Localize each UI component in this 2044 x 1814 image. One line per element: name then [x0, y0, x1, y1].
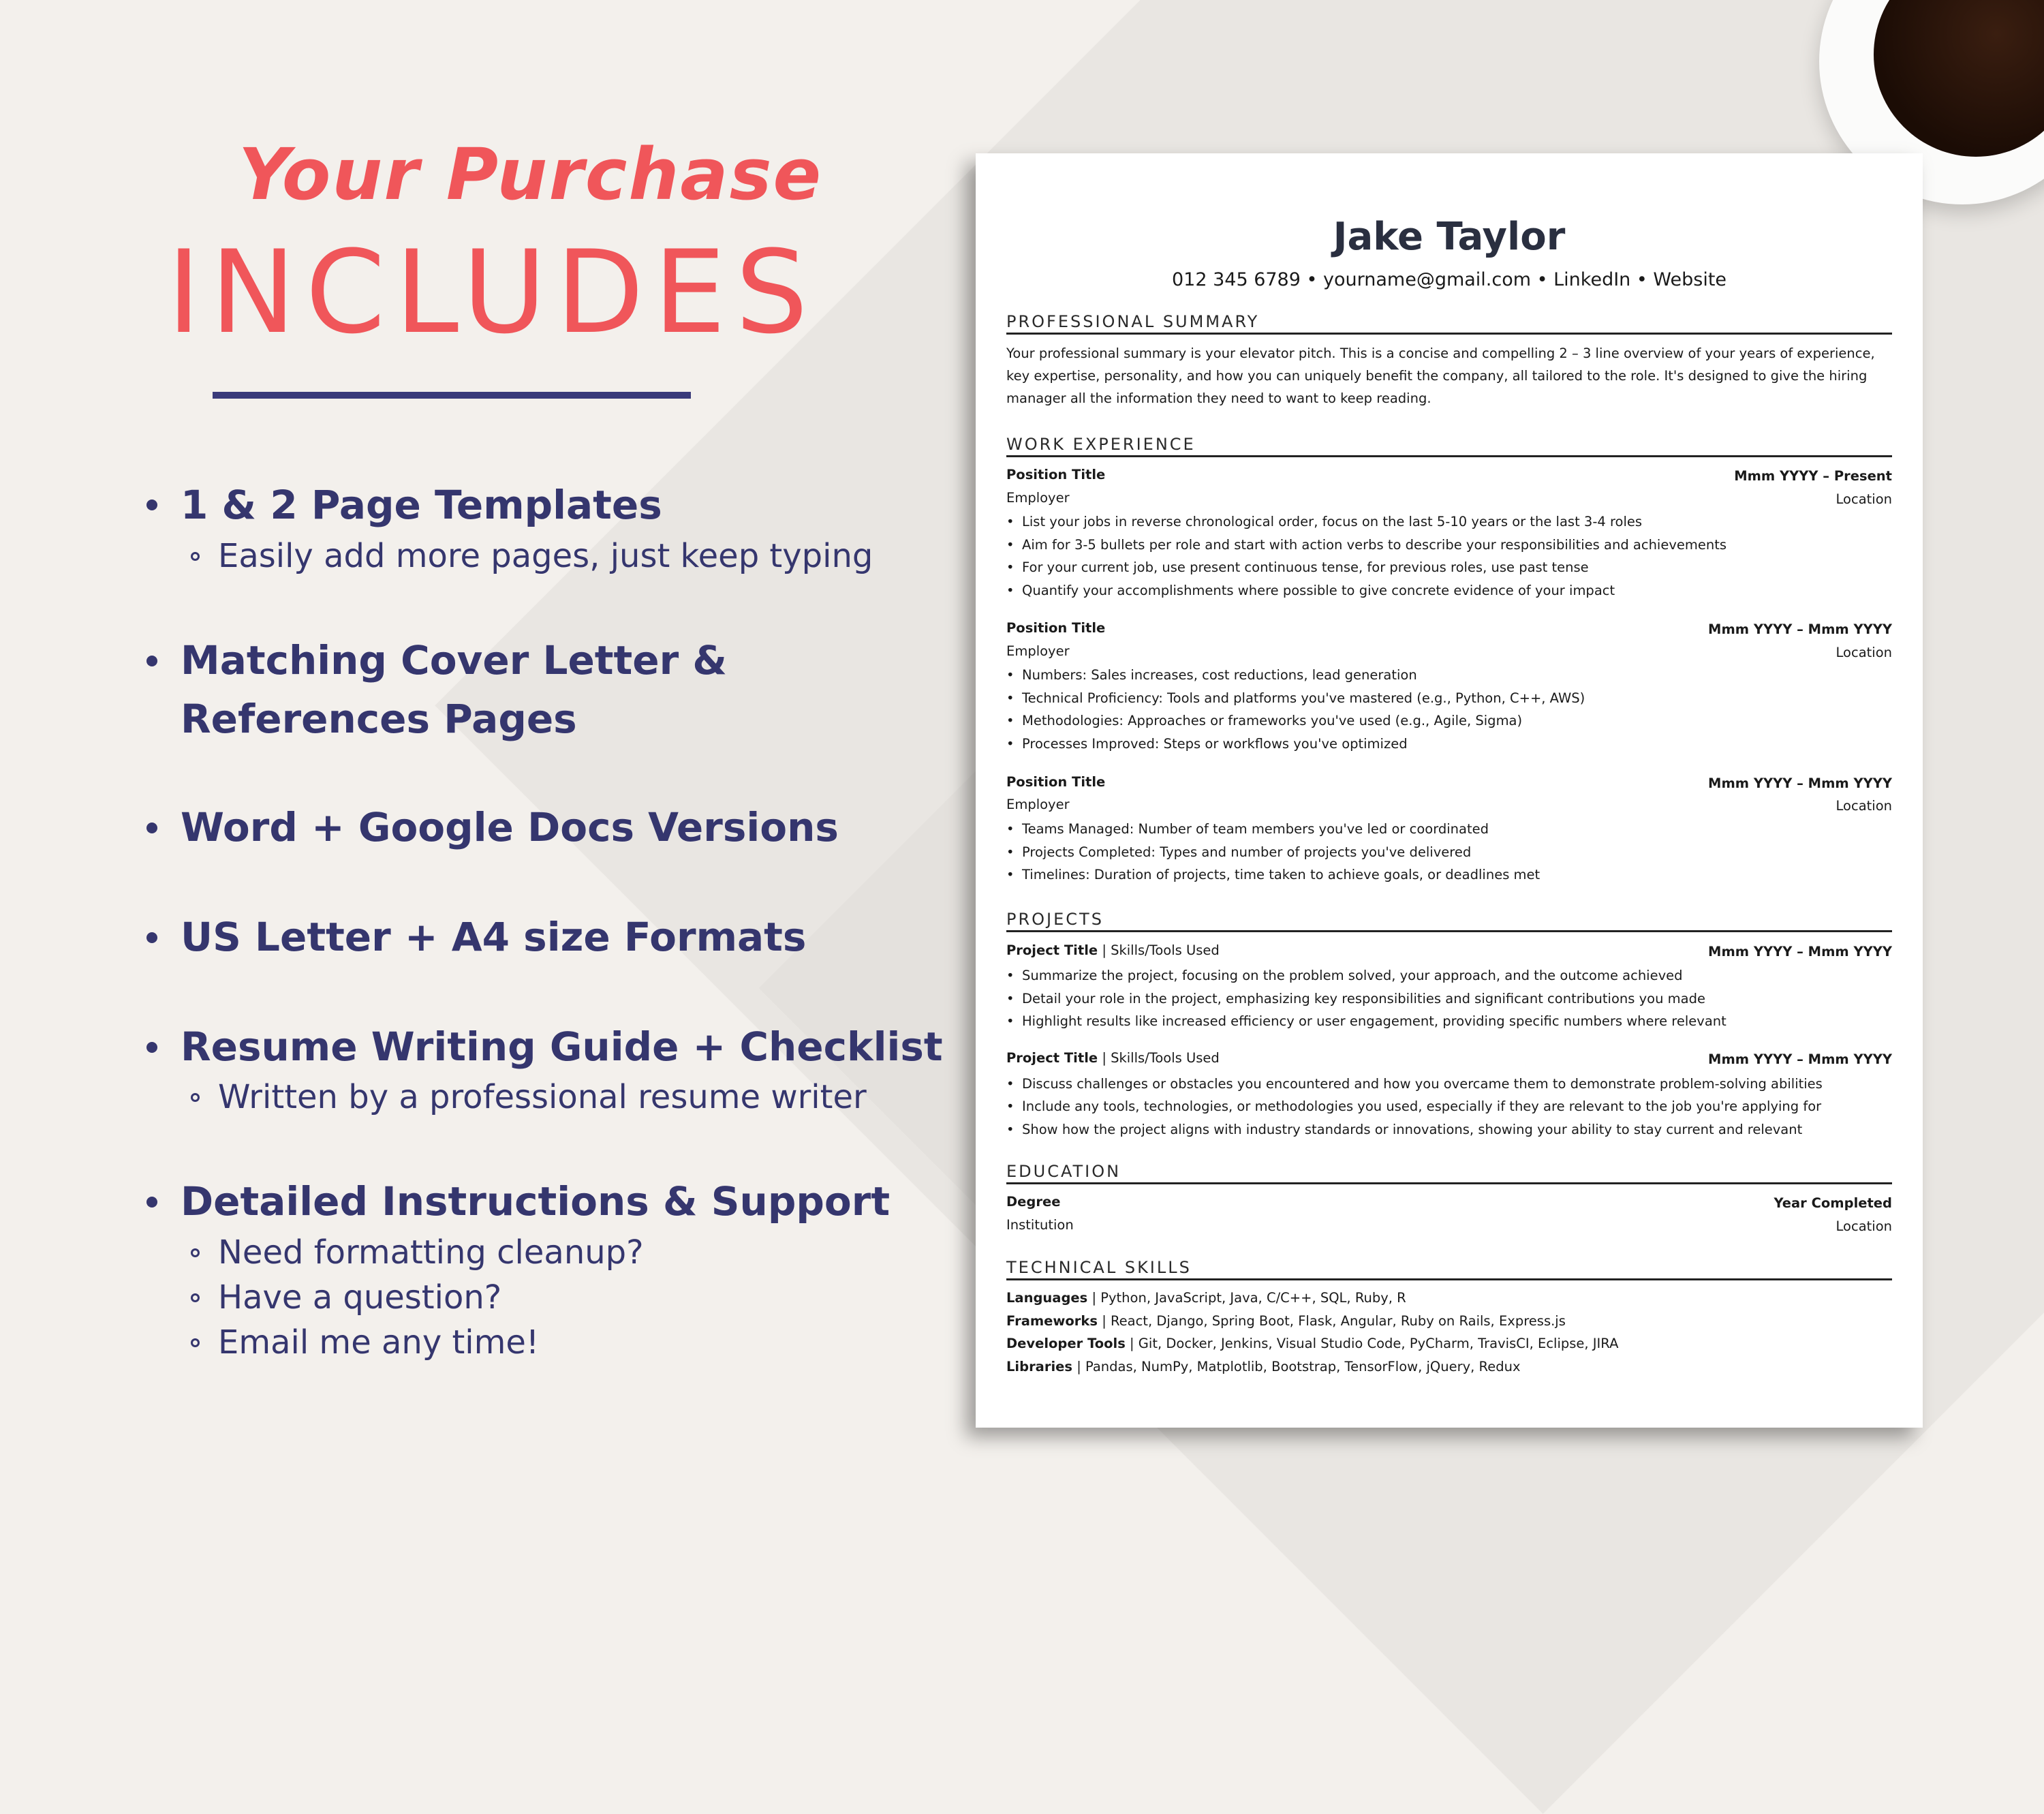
job-dates: Mmm YYYY – Mmm YYYY: [1708, 621, 1892, 637]
feature-title: Matching Cover Letter &: [181, 637, 727, 683]
project-bullet: • Show how the project aligns with industry standards or innovations, showing your ability to stay current and relevant: [1006, 1122, 1802, 1137]
edu-location: Location: [1836, 1218, 1892, 1234]
project-tools: | Skills/Tools Used: [1102, 1050, 1220, 1066]
feature-title: US Letter + A4 size Formats: [181, 914, 807, 960]
skill-row: [1006, 1287, 1892, 1310]
skill-value: | Git, Docker, Jenkins, Visual Studio Code, PyCharm, TravisCI, Eclipse, JIRA: [1130, 1336, 1619, 1351]
job-bullet: • Technical Proficiency: Tools and platforms you've mastered (e.g., Python, C++, AWS): [1006, 690, 1585, 706]
summary-line: Your professional summary is your elevator pitch. This is a concise and compelling 2 – 3 line overview of your years of experience,: [1006, 345, 1875, 361]
job-employer: Employer: [1006, 797, 1070, 812]
skill-row: [1006, 1310, 1892, 1333]
feature-title: Detailed Instructions & Support: [181, 1178, 891, 1225]
summary-line: manager all the information they need to want to keep reading.: [1006, 390, 1431, 406]
skill-label: Frameworks: [1006, 1313, 1098, 1329]
bullet-icon: [146, 656, 157, 666]
section-heading: EDUCATION: [1006, 1162, 1892, 1184]
bullet-icon: [146, 823, 157, 833]
job-dates: Mmm YYYY – Present: [1734, 468, 1892, 484]
sub-bullet-icon: [191, 1338, 200, 1347]
job-bullet: • Projects Completed: Types and number of projects you've delivered: [1006, 844, 1471, 860]
skill-row: [1006, 1332, 1892, 1355]
job-bullet: • Aim for 3-5 bullets per role and start with action verbs to describe your responsibilities and achievements: [1006, 537, 1726, 553]
project-bullet: • Summarize the project, focusing on the problem solved, your approach, and the outcome achieved: [1006, 968, 1683, 983]
resume-preview: [976, 153, 1923, 1428]
project-bullet: • Include any tools, technologies, or methodologies you used, especially if they are relevant to the job you're applying for: [1006, 1098, 1821, 1114]
job-title: Position Title: [1006, 467, 1106, 482]
feature-sub: Easily add more pages, just keep typing: [218, 537, 873, 575]
sub-bullet-icon: [191, 1293, 200, 1302]
coffee: [1874, 0, 2044, 157]
job-location: Location: [1836, 491, 1892, 507]
sub-bullet-icon: [191, 1248, 200, 1257]
feature-sub: Have a question?: [218, 1278, 502, 1317]
main-title: INCLUDES: [167, 226, 818, 359]
job-bullet: • Numbers: Sales increases, cost reductions, lead generation: [1006, 667, 1417, 683]
edu-year: Year Completed: [1774, 1195, 1892, 1211]
skill-label: Developer Tools: [1006, 1336, 1126, 1351]
skill-value: | Python, JavaScript, Java, C/C++, SQL, Ruby, R: [1091, 1290, 1406, 1306]
job-bullet: • For your current job, use present continuous tense, for previous roles, use past tense: [1006, 559, 1589, 575]
resume-name: Jake Taylor: [1333, 215, 1566, 259]
script-title: Your Purchase: [238, 133, 823, 216]
project-title: Project Title: [1006, 1050, 1098, 1066]
edu-degree: Degree: [1006, 1194, 1061, 1210]
job-bullet: • List your jobs in reverse chronological order, focus on the last 5-10 years or the last 3-4 roles: [1006, 514, 1642, 529]
skill-value: | React, Django, Spring Boot, Flask, Angular, Ruby on Rails, Express.js: [1102, 1313, 1566, 1329]
sub-bullet-icon: [191, 552, 200, 561]
section-heading: WORK EXPERIENCE: [1006, 435, 1892, 457]
title-underline: [213, 392, 691, 399]
section-heading: TECHNICAL SKILLS: [1006, 1258, 1892, 1280]
summary-line: key expertise, personality, and how you can uniquely benefit the company, all tailored to the role. It's designed to give the hiring: [1006, 368, 1868, 384]
job-dates: Mmm YYYY – Mmm YYYY: [1708, 775, 1892, 791]
job-title: Position Title: [1006, 620, 1106, 636]
resume-contact: 012 345 6789 • yourname@gmail.com • LinkedIn • Website: [1171, 269, 1727, 290]
edu-institution: Institution: [1006, 1217, 1074, 1233]
bullet-icon: [146, 499, 157, 510]
skill-value: | Pandas, NumPy, Matplotlib, Bootstrap, TensorFlow, jQuery, Redux: [1077, 1359, 1521, 1374]
bullet-icon: [146, 932, 157, 943]
job-location: Location: [1836, 798, 1892, 814]
job-bullet: • Methodologies: Approaches or frameworks you've used (e.g., Agile, Sigma): [1006, 713, 1522, 728]
project-tools: | Skills/Tools Used: [1102, 942, 1220, 958]
sub-bullet-icon: [191, 1093, 200, 1102]
job-employer: Employer: [1006, 490, 1070, 506]
section-heading: PROFESSIONAL SUMMARY: [1006, 312, 1892, 335]
job-bullet: • Processes Improved: Steps or workflows you've optimized: [1006, 736, 1408, 752]
job-bullet: • Teams Managed: Number of team members you've led or coordinated: [1006, 821, 1489, 837]
feature-sub: Written by a professional resume writer: [218, 1078, 867, 1116]
project-bullet: • Discuss challenges or obstacles you encountered and how you overcame them to demonstrate problem-solving abilities: [1006, 1076, 1823, 1092]
skill-label: Languages: [1006, 1290, 1088, 1306]
project-dates: Mmm YYYY – Mmm YYYY: [1708, 944, 1892, 959]
project-bullet: • Detail your role in the project, emphasizing key responsibilities and significant contributions you made: [1006, 991, 1705, 1006]
feature-sub: Email me any time!: [218, 1323, 540, 1362]
skill-label: Libraries: [1006, 1359, 1072, 1374]
job-bullet: • Quantify your accomplishments where possible to give concrete evidence of your impact: [1006, 583, 1615, 598]
section-heading: PROJECTS: [1006, 910, 1892, 932]
job-bullet: • Timelines: Duration of projects, time taken to achieve goals, or deadlines met: [1006, 867, 1540, 882]
bullet-icon: [146, 1042, 157, 1053]
project-title: Project Title: [1006, 942, 1098, 958]
feature-title: Word + Google Docs Versions: [181, 804, 839, 850]
job-location: Location: [1836, 645, 1892, 660]
job-title: Position Title: [1006, 774, 1106, 790]
bullet-icon: [146, 1197, 157, 1208]
project-dates: Mmm YYYY – Mmm YYYY: [1708, 1051, 1892, 1067]
feature-title: Resume Writing Guide + Checklist: [181, 1024, 943, 1070]
feature-title: 1 & 2 Page Templates: [181, 482, 662, 528]
feature-sub: Need formatting cleanup?: [218, 1233, 644, 1272]
feature-title-cont: References Pages: [181, 696, 577, 742]
job-employer: Employer: [1006, 643, 1070, 659]
project-bullet: • Highlight results like increased efficiency or user engagement, providing specific numbers where relevant: [1006, 1013, 1726, 1029]
skill-row: [1006, 1355, 1892, 1379]
